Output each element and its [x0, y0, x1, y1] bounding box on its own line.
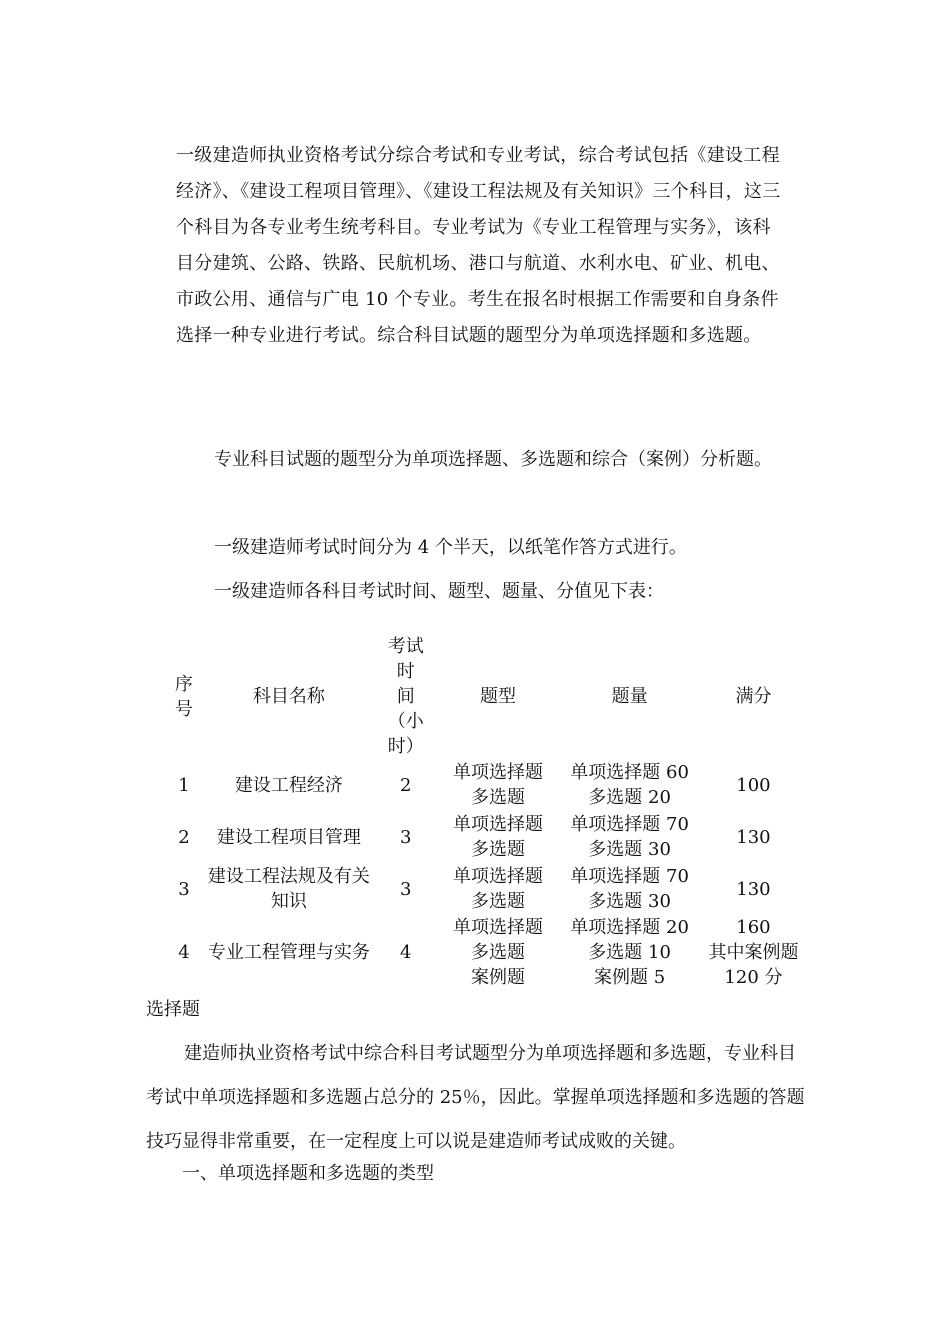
row-score: 100 — [736, 774, 771, 796]
row-subject: 专业工程管理与实务 — [207, 942, 370, 963]
row-no: 1 — [178, 774, 190, 796]
table-row — [168, 759, 810, 811]
row-subject: 建设工程法规及有关 知识 — [207, 866, 370, 912]
table-intro-paragraph: 一级建造师各科目考试时间、题型、题量、分值见下表： — [214, 581, 664, 602]
choice-question-paragraph: 建造师执业资格考试中综合科目考试题型分为单项选择题和多选题，专业科目考试中单项选择题和多选题占总分的 25％，因此。掌握单项选择题和多选题的答题技巧显得非常重要，在一定程度上可以说是建造师考试成败的关键。 — [146, 1043, 805, 1152]
table-row — [168, 863, 810, 915]
question-type-paragraph: 专业科目试题的题型分为单项选择题、多选题和综合（案例）分析题。 — [214, 449, 772, 470]
table-header-row — [168, 634, 810, 759]
row-time: 2 — [400, 774, 412, 796]
section-label: 选择题 — [146, 999, 200, 1020]
row-type: 单项选择题 多选题 — [452, 814, 543, 860]
row-score: 130 — [736, 878, 771, 900]
header-subject: 科目名称 — [252, 686, 325, 707]
table-row — [168, 915, 810, 990]
row-subject: 建设工程经济 — [234, 774, 343, 796]
row-no: 2 — [178, 826, 190, 848]
row-no: 3 — [178, 878, 190, 900]
exam-time-paragraph: 一级建造师考试时间分为 4 个半天，以纸笔作答方式进行。 — [214, 537, 687, 558]
row-type: 单项选择题 多选题 — [452, 866, 543, 912]
row-score: 130 — [736, 826, 771, 848]
row-type: 单项选择题 多选题 案例题 — [452, 917, 543, 988]
row-score: 160 其中案例题 120 分 — [708, 917, 799, 988]
row-no: 4 — [178, 942, 190, 963]
row-time: 3 — [400, 826, 412, 848]
row-count: 单项选择题 20 多选题 10 案例题 5 — [570, 917, 689, 988]
section-heading: 一、单项选择题和多选题的类型 — [182, 1163, 434, 1184]
header-time: 考试时 间 （小 时） — [387, 636, 424, 757]
header-score: 满分 — [735, 686, 772, 707]
row-time: 3 — [400, 878, 412, 900]
row-count: 单项选择题 70 多选题 30 — [570, 814, 689, 860]
row-count: 单项选择题 60 多选题 20 — [570, 762, 689, 808]
header-type: 题型 — [479, 686, 516, 707]
header-count: 题量 — [611, 686, 648, 707]
exam-table — [168, 634, 810, 990]
header-no: 序 号 — [174, 673, 193, 720]
row-subject: 建设工程项目管理 — [216, 826, 361, 848]
row-count: 单项选择题 70 多选题 30 — [570, 866, 689, 912]
intro-paragraph: 一级建造师执业资格考试分综合考试和专业考试，综合考试包括《建设工程经济》、《建设工程项目管理》、《建设工程法规及有关知识》三个科目，这三个科目为各专业考生统考科目。专业考试为《专业工程管理与实务》，该科目分建筑、公路、铁路、民航机场、港口与航道、水利水电、矿业、机电、市政公用、通信与广电 10 个专业。考生在报名时根据工作需要和自身条件选择一种专业进行考试。综合科目试题的题型分为单项选择题和多选题。 — [176, 145, 781, 346]
table-row — [168, 811, 810, 863]
row-time: 4 — [400, 942, 412, 963]
row-type: 单项选择题 多选题 — [452, 762, 543, 808]
